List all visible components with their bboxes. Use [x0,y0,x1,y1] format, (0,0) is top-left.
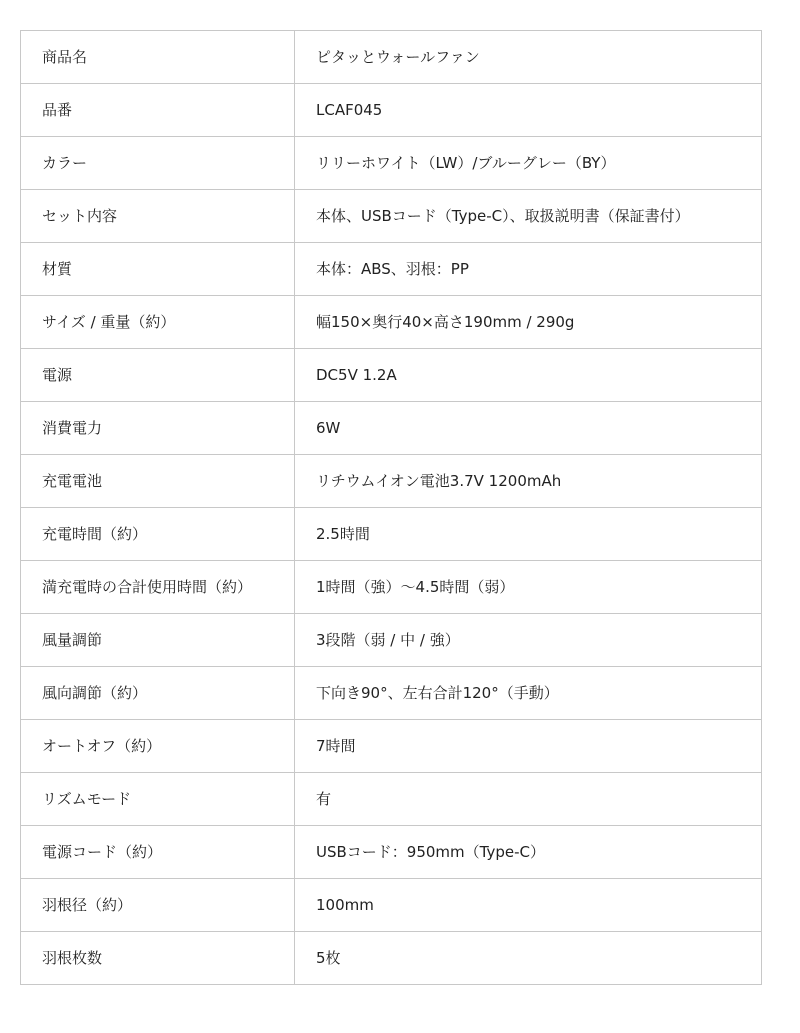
table-row [21,349,762,402]
row-value: DC5V 1.2A [295,349,762,402]
row-label: 電源コード（約） [21,826,295,879]
table-row [21,561,762,614]
row-label: 材質 [21,243,295,296]
table-row [21,932,762,985]
row-value: 6W [295,402,762,455]
table-row [21,826,762,879]
row-value: 下向き90°、左右合計120°（手動） [295,667,762,720]
row-label: 電源 [21,349,295,402]
table-row [21,137,762,190]
row-value: 1時間（強）～4.5時間（弱） [295,561,762,614]
row-label: 風量調節 [21,614,295,667]
row-label: 品番 [21,84,295,137]
row-label: 商品名 [21,31,295,84]
table-row [21,720,762,773]
row-label: 消費電力 [21,402,295,455]
table-row [21,190,762,243]
row-value: 100mm [295,879,762,932]
row-label: 羽根枚数 [21,932,295,985]
table-row [21,614,762,667]
row-label: 充電時間（約） [21,508,295,561]
row-value: USBコード：950mm（Type-C） [295,826,762,879]
row-value: 本体：ABS、羽根：PP [295,243,762,296]
table-row [21,667,762,720]
table-row [21,455,762,508]
spec-table [20,30,762,985]
table-row [21,296,762,349]
row-value: 有 [295,773,762,826]
row-label: 充電電池 [21,455,295,508]
table-row [21,508,762,561]
row-value: 幅150×奥行40×高さ190mm / 290g [295,296,762,349]
row-value: ピタッとウォールファン [295,31,762,84]
row-value: 本体、USBコード（Type-C）、取扱説明書（保証書付） [295,190,762,243]
row-value: 2.5時間 [295,508,762,561]
table-row [21,243,762,296]
row-label: サイズ / 重量（約） [21,296,295,349]
row-label: 羽根径（約） [21,879,295,932]
row-label: 満充電時の合計使用時間（約） [21,561,295,614]
row-value: 7時間 [295,720,762,773]
table-row [21,84,762,137]
row-value: 3段階（弱 / 中 / 強） [295,614,762,667]
row-value: LCAF045 [295,84,762,137]
table-row [21,402,762,455]
row-value: 5枚 [295,932,762,985]
row-label: リズムモード [21,773,295,826]
row-value: リチウムイオン電池3.7V 1200mAh [295,455,762,508]
row-label: オートオフ（約） [21,720,295,773]
row-label: 風向調節（約） [21,667,295,720]
table-row [21,879,762,932]
row-label: セット内容 [21,190,295,243]
row-value: リリーホワイト（LW）/ブルーグレー（BY） [295,137,762,190]
spec-table-body [21,31,762,985]
table-row [21,31,762,84]
table-row [21,773,762,826]
row-label: カラー [21,137,295,190]
